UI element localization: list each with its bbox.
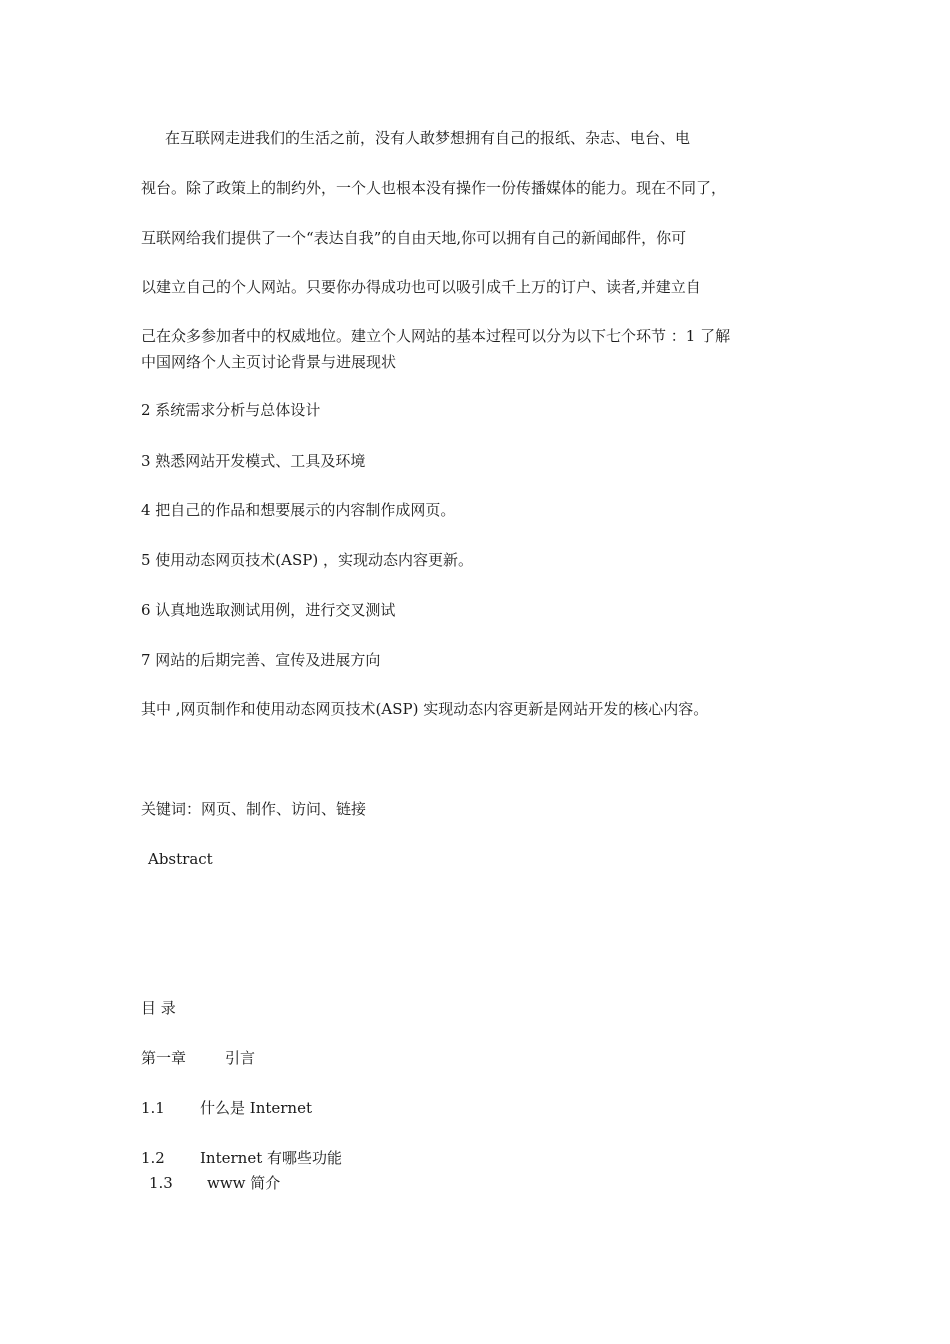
intro-line-5: 己在众多参加者中的权威地位。建立个人网站的基本过程可以分为以下七个环节 ：1 了解 bbox=[141, 327, 731, 345]
intro-line-6: 中国网络个人主页讨论背景与进展现状 bbox=[141, 353, 397, 371]
toc-item-title: Internet 有哪些功能 bbox=[200, 1149, 342, 1167]
toc-item-number: 1.2 bbox=[141, 1149, 165, 1167]
step-item-7: 7 网站的后期完善、宣传及进展方向 bbox=[141, 651, 381, 669]
intro-line-3: 互联网给我们提供了一个“表达自我”的自由天地,你可以拥有自己的新闻邮件，你可 bbox=[141, 229, 687, 247]
intro-line-1: 在互联网走进我们的生活之前，没有人敢梦想拥有自己的报纸、杂志、电台、电 bbox=[165, 129, 691, 147]
step-item-4: 4 把自己的作品和想要展示的内容制作成网页。 bbox=[141, 501, 456, 519]
summary-text: 其中 ,网页制作和使用动态网页技术(ASP) 实现动态内容更新是网站开发的核心内容。 bbox=[141, 700, 709, 718]
intro-line-2: 视台。除了政策上的制约外，一个人也根本没有操作一份传播媒体的能力。现在不同了， bbox=[141, 179, 727, 197]
toc-chapter-number: 第一章 bbox=[141, 1049, 187, 1067]
toc-title: 目 录 bbox=[141, 999, 176, 1017]
step-item-3: 3 熟悉网站开发模式、工具及环境 bbox=[141, 452, 366, 470]
step-item-6: 6 认真地选取测试用例，进行交叉测试 bbox=[141, 601, 396, 619]
toc-chapter-title: 引言 bbox=[225, 1049, 256, 1067]
toc-item-title: 什么是 Internet bbox=[200, 1099, 312, 1117]
toc-item-number: 1.1 bbox=[141, 1099, 165, 1117]
toc-item-title: www 简介 bbox=[207, 1174, 281, 1192]
step-item-2: 2 系统需求分析与总体设计 bbox=[141, 401, 321, 419]
intro-line-4: 以建立自己的个人网站。只要你办得成功也可以吸引成千上万的订户、读者,并建立自 bbox=[141, 278, 701, 296]
abstract-heading: Abstract bbox=[148, 850, 213, 868]
keywords-line: 关键词：网页、制作、访问、链接 bbox=[141, 800, 367, 818]
step-item-5: 5 使用动态网页技术(ASP) ，实现动态内容更新。 bbox=[141, 551, 473, 569]
toc-item-number: 1.3 bbox=[149, 1174, 173, 1192]
